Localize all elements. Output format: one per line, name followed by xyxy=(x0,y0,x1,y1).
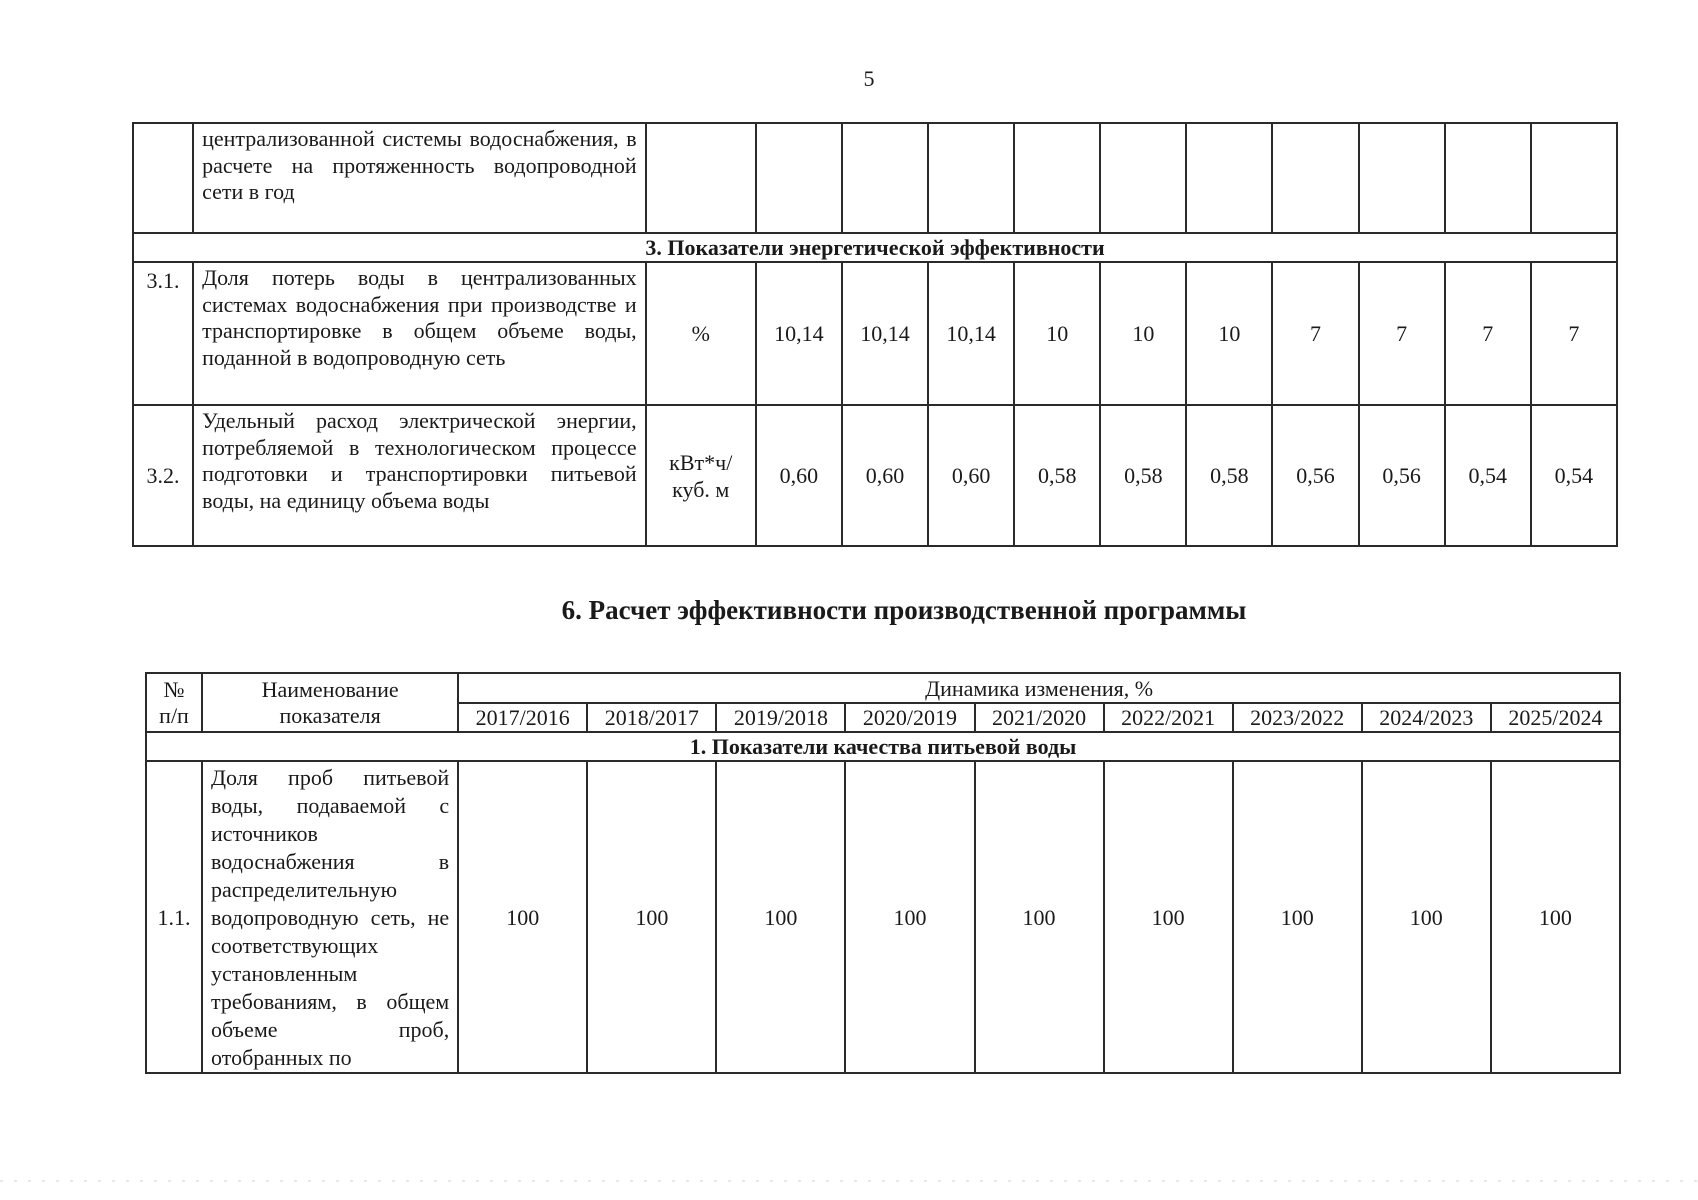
value-cell: 0,58 xyxy=(1014,405,1100,546)
page-number: 5 xyxy=(863,66,875,91)
header-number: № п/п xyxy=(146,673,202,732)
unit-cell: кВт*ч/ куб. м xyxy=(646,405,756,546)
value-cell xyxy=(1272,123,1358,233)
row-number-cell: 3.2. xyxy=(133,405,193,546)
row-number-cell: 1.1. xyxy=(146,761,202,1073)
efficiency-table xyxy=(145,672,1621,1074)
row-number-cell: 3.1. xyxy=(133,262,193,405)
section-row xyxy=(133,233,1617,262)
table-row xyxy=(146,761,1620,1073)
value-cell: 100 xyxy=(975,761,1104,1073)
table-row xyxy=(133,262,1617,405)
value-cell: 10,14 xyxy=(756,262,842,405)
value-cell: 0,54 xyxy=(1445,405,1531,546)
period-header: 2022/2021 xyxy=(1104,703,1233,732)
value-cell: 10 xyxy=(1014,262,1100,405)
unit-cell xyxy=(646,123,756,233)
value-cell: 0,56 xyxy=(1272,405,1358,546)
value-cell xyxy=(842,123,928,233)
period-header: 2017/2016 xyxy=(458,703,587,732)
section-title: 3. Показатели энергетической эффективности xyxy=(133,233,1617,262)
value-cell: 0,56 xyxy=(1359,405,1445,546)
section-heading: 6. Расчет эффективности производственной программы xyxy=(561,595,1247,625)
value-cell xyxy=(1359,123,1445,233)
value-cell: 10,14 xyxy=(842,262,928,405)
period-header: 2018/2017 xyxy=(587,703,716,732)
table-row xyxy=(133,123,1617,233)
value-cell: 7 xyxy=(1359,262,1445,405)
value-cell: 0,54 xyxy=(1531,405,1617,546)
indicator-name-cell: централизованной системы водоснабжения, в расчете на протяженность водопроводной сети в год xyxy=(193,123,646,233)
value-cell: 100 xyxy=(1491,761,1620,1073)
value-cell xyxy=(928,123,1014,233)
value-cell: 100 xyxy=(458,761,587,1073)
value-cell xyxy=(1445,123,1531,233)
value-cell: 100 xyxy=(1233,761,1362,1073)
indicator-name-cell: Удельный расход электрической энергии, потребляемой в технологическом процессе подготовки и транспортировки питьевой воды, на единицу объема воды xyxy=(193,405,646,546)
value-cell xyxy=(1014,123,1100,233)
row-number-cell xyxy=(133,123,193,233)
value-cell xyxy=(1531,123,1617,233)
period-header: 2023/2022 xyxy=(1233,703,1362,732)
value-cell: 100 xyxy=(587,761,716,1073)
indicator-name-cell: Доля потерь воды в централизованных системах водоснабжения при производстве и транспортировке в общем объеме воды, поданной в водопроводную сеть xyxy=(193,262,646,405)
value-cell: 10,14 xyxy=(928,262,1014,405)
scan-noise-divider xyxy=(0,1180,1698,1182)
section-title: 1. Показатели качества питьевой воды xyxy=(146,732,1620,761)
header-row xyxy=(146,673,1620,703)
header-name: Наименование показателя xyxy=(202,673,458,732)
value-cell: 0,58 xyxy=(1100,405,1186,546)
indicators-table-continued xyxy=(132,122,1618,547)
value-cell: 100 xyxy=(1362,761,1491,1073)
period-header: 2020/2019 xyxy=(845,703,974,732)
section-row xyxy=(146,732,1620,761)
table-row xyxy=(133,405,1617,546)
period-header: 2025/2024 xyxy=(1491,703,1620,732)
value-cell: 7 xyxy=(1272,262,1358,405)
period-header: 2024/2023 xyxy=(1362,703,1491,732)
period-header: 2021/2020 xyxy=(975,703,1104,732)
indicator-name-cell: Доля проб питьевой воды, подаваемой с источников водоснабжения в распределительную водопроводную сеть, не соответствующих установленным требованиям, в общем объеме проб, отобранных по xyxy=(202,761,458,1073)
value-cell: 0,60 xyxy=(842,405,928,546)
value-cell: 100 xyxy=(845,761,974,1073)
value-cell xyxy=(1100,123,1186,233)
value-cell: 100 xyxy=(1104,761,1233,1073)
value-cell: 10 xyxy=(1186,262,1272,405)
unit-cell: % xyxy=(646,262,756,405)
value-cell: 0,60 xyxy=(928,405,1014,546)
value-cell: 0,58 xyxy=(1186,405,1272,546)
value-cell: 10 xyxy=(1100,262,1186,405)
value-cell: 7 xyxy=(1531,262,1617,405)
value-cell xyxy=(756,123,842,233)
value-cell: 7 xyxy=(1445,262,1531,405)
value-cell xyxy=(1186,123,1272,233)
value-cell: 100 xyxy=(716,761,845,1073)
value-cell: 0,60 xyxy=(756,405,842,546)
header-dynamics: Динамика изменения, % xyxy=(458,673,1620,703)
period-header: 2019/2018 xyxy=(716,703,845,732)
